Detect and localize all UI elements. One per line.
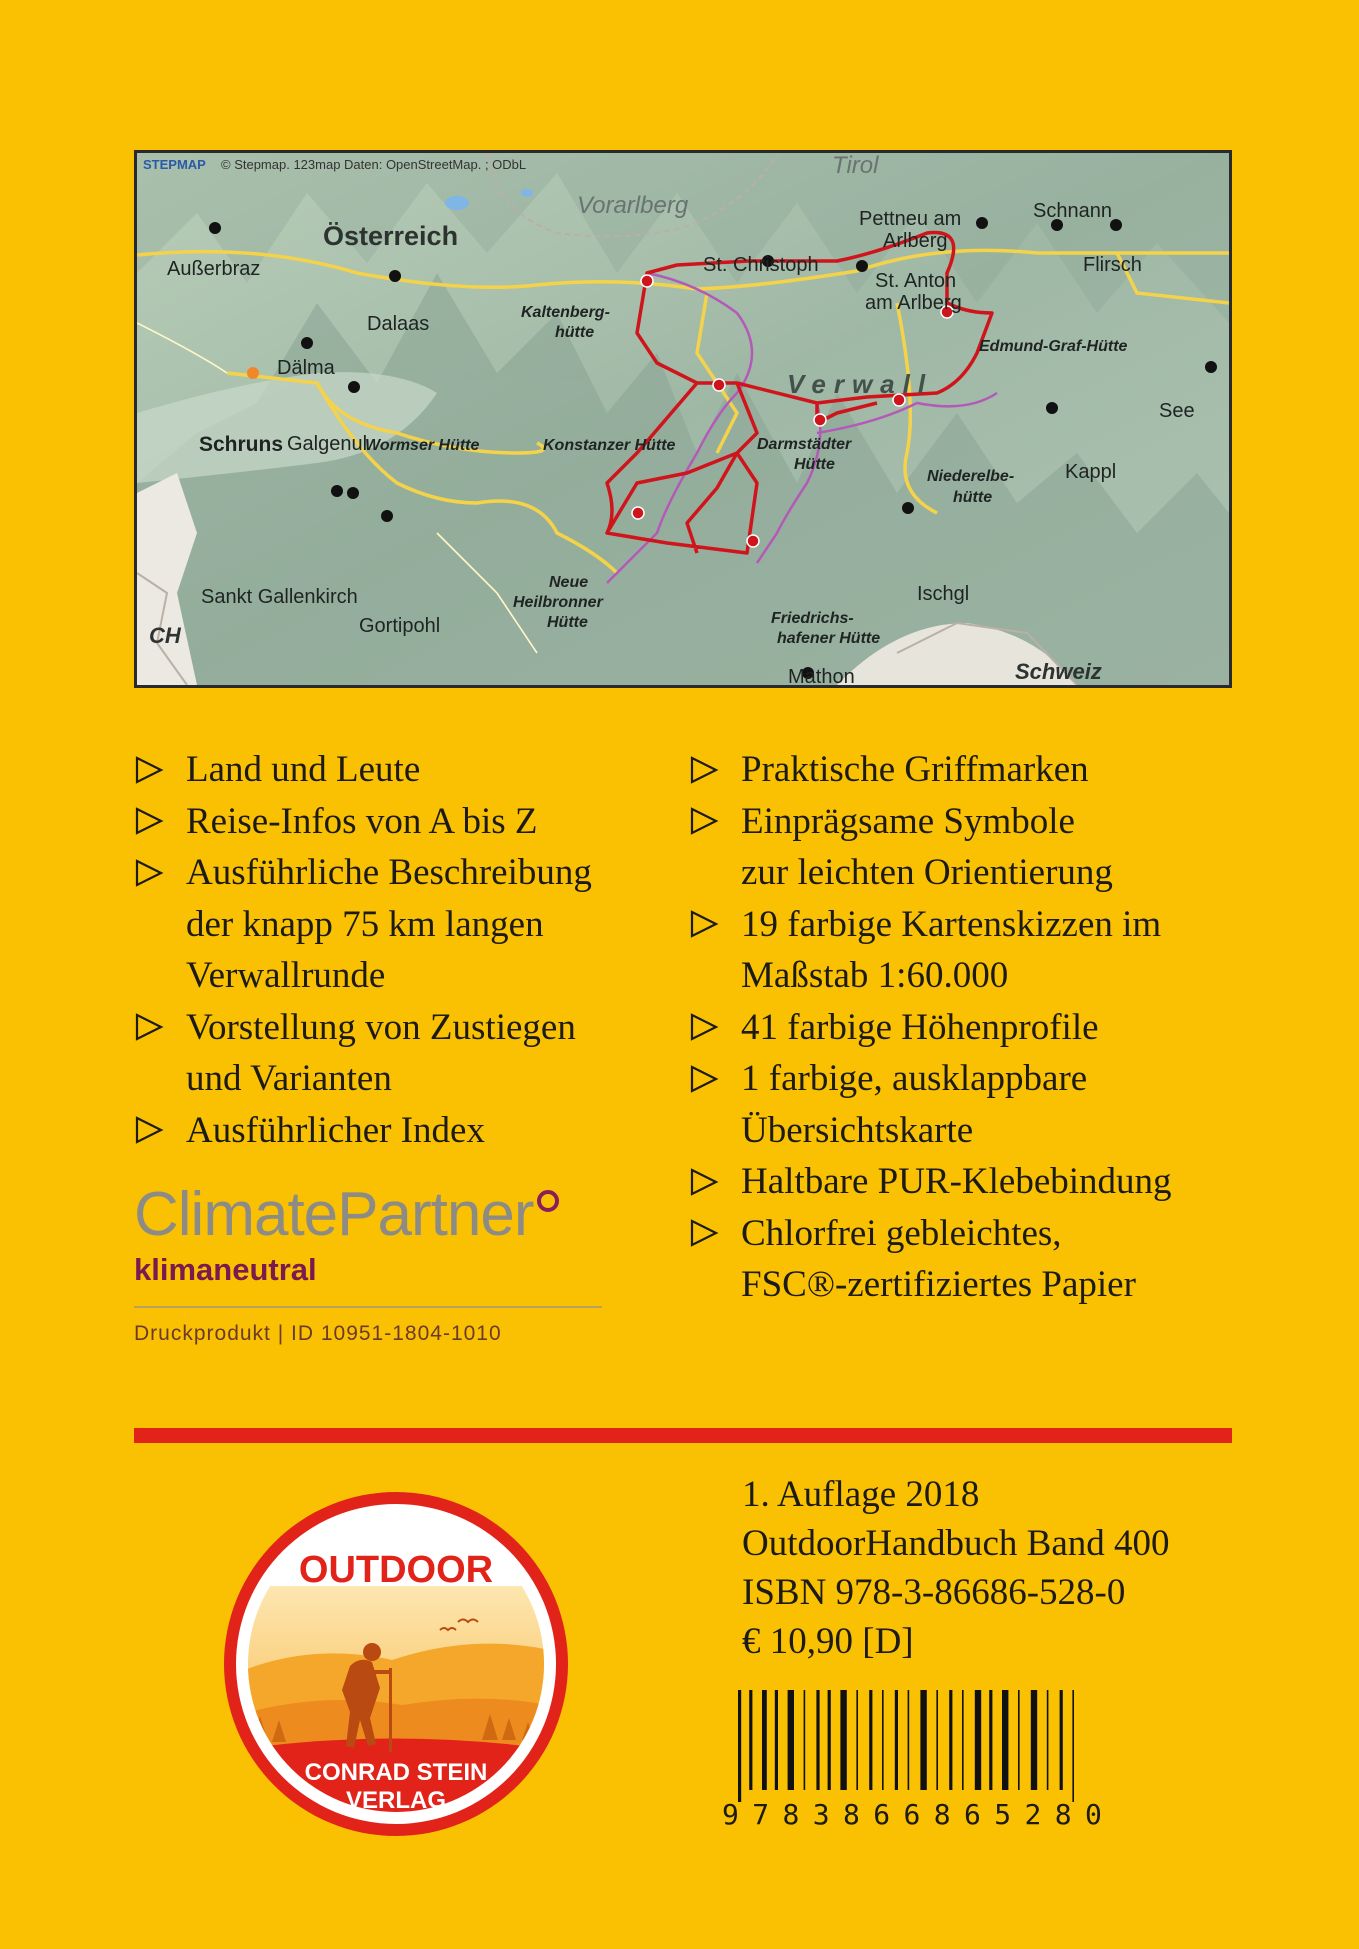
barcode-bar bbox=[762, 1690, 767, 1790]
climate-partner-block bbox=[134, 1180, 654, 1346]
region-ch: CH bbox=[149, 623, 181, 648]
barcode-digits bbox=[722, 1798, 1102, 1831]
triangle-bullet-icon bbox=[689, 1053, 741, 1105]
barcode-bar bbox=[882, 1690, 884, 1790]
feature-line: Chlorfrei gebleichtes, bbox=[741, 1212, 1062, 1254]
barcode-digit: 2 bbox=[1024, 1798, 1042, 1831]
feature-item bbox=[689, 1002, 1249, 1054]
series: OutdoorHandbuch Band 400 bbox=[742, 1523, 1170, 1564]
label-galgenul: Galgenul bbox=[287, 433, 368, 455]
climate-divider bbox=[134, 1306, 602, 1308]
barcode-bar bbox=[936, 1690, 938, 1790]
barcode-bar bbox=[1031, 1690, 1037, 1790]
region-verwall: Verwall bbox=[787, 369, 934, 399]
label-st-anton-1: St. Anton bbox=[875, 270, 957, 292]
triangle-bullet-icon bbox=[134, 1105, 186, 1157]
feature-line: zur leichten Orientierung bbox=[741, 852, 1113, 893]
feature-item bbox=[689, 899, 1249, 1002]
barcode-bar bbox=[1072, 1690, 1074, 1802]
edition: 1. Auflage 2018 bbox=[742, 1474, 980, 1515]
feature-line: Verwallrunde bbox=[186, 955, 386, 996]
feature-text bbox=[741, 744, 1249, 796]
feature-line: Praktische Griffmarken bbox=[741, 749, 1089, 790]
red-divider bbox=[134, 1428, 1232, 1443]
label-schnann: Schnann bbox=[1033, 200, 1112, 222]
feature-item bbox=[134, 744, 674, 796]
lake bbox=[521, 189, 533, 197]
overview-map bbox=[134, 150, 1232, 688]
barcode-digit: 8 bbox=[843, 1798, 860, 1831]
triangle-bullet-icon bbox=[689, 1002, 741, 1054]
barcode-digit: 9 bbox=[722, 1798, 739, 1831]
publication-info bbox=[742, 1470, 1170, 1666]
town-marker-schruns bbox=[247, 367, 259, 379]
feature-text bbox=[186, 847, 674, 1002]
label-sankt-gallenkirch: Sankt Gallenkirch bbox=[201, 586, 358, 608]
barcode-bar bbox=[775, 1690, 778, 1790]
triangle-bullet-icon bbox=[689, 1208, 741, 1260]
label-see: See bbox=[1159, 400, 1195, 422]
label-niederelbe-1: Niederelbe- bbox=[927, 468, 1015, 485]
feature-line: Ausführlicher Index bbox=[186, 1109, 485, 1151]
map-credit: © Stepmap. 123map Daten: OpenStreetMap. ; ODbL bbox=[221, 157, 527, 172]
feature-line: Übersichtskarte bbox=[741, 1109, 974, 1151]
barcode-digit: 8 bbox=[782, 1798, 800, 1831]
badge-bottom-text-2: VERLAG bbox=[345, 1787, 447, 1814]
triangle-bullet-icon bbox=[689, 899, 741, 951]
price: € 10,90 [D] bbox=[742, 1621, 914, 1662]
feature-line: Ausführliche Beschreibung bbox=[186, 852, 592, 893]
barcode-bar bbox=[949, 1690, 952, 1790]
region-tirol: Tirol bbox=[832, 153, 879, 179]
label-dalaas: Dalaas bbox=[367, 313, 430, 335]
barcode-digit: 3 bbox=[812, 1798, 830, 1831]
climate-id-line: Druckprodukt | ID 10951-1804-1010 bbox=[134, 1322, 502, 1345]
feature-text bbox=[741, 796, 1249, 899]
triangle-bullet-icon bbox=[134, 744, 186, 796]
barcode-digit: 8 bbox=[933, 1798, 951, 1831]
isbn: ISBN 978-3-86686-528-0 bbox=[742, 1572, 1126, 1613]
barcode-bar bbox=[1018, 1690, 1020, 1790]
region-vorarlberg: Vorarlberg bbox=[577, 192, 689, 219]
label-kaltenberg-2: hütte bbox=[555, 324, 595, 341]
feature-line: FSC®-zertifiziertes Papier bbox=[741, 1264, 1136, 1305]
feature-text bbox=[741, 1208, 1249, 1311]
feature-text bbox=[186, 796, 674, 848]
label-schruns: Schruns bbox=[199, 433, 284, 456]
label-st-anton-2: am Arlberg bbox=[865, 292, 962, 314]
hut-marker-neue-heilbronner bbox=[632, 507, 644, 519]
label-darmstaedter-2: Hütte bbox=[794, 456, 835, 473]
label-darmstaedter-1: Darmstädter bbox=[757, 436, 852, 453]
label-wormser: Wormser Hütte bbox=[365, 437, 480, 454]
barcode-bar bbox=[856, 1690, 858, 1790]
label-kaltenberg-1: Kaltenberg- bbox=[521, 304, 610, 321]
badge-top-text: OUTDOOR bbox=[298, 1549, 494, 1591]
feature-line: Einprägsame Symbole bbox=[741, 800, 1075, 842]
label-ischgl: Ischgl bbox=[917, 583, 970, 605]
label-pettneu-1: Pettneu am bbox=[859, 208, 962, 230]
feature-text bbox=[741, 1002, 1249, 1054]
stepmap-logo: STEPMAP bbox=[143, 157, 206, 172]
feature-line: Reise-Infos von A bis Z bbox=[186, 800, 538, 842]
barcode-bar bbox=[738, 1690, 741, 1802]
barcode-bar bbox=[828, 1690, 831, 1790]
feature-item bbox=[134, 1002, 674, 1105]
feature-text bbox=[741, 1156, 1249, 1208]
barcode-digit: 7 bbox=[752, 1798, 770, 1831]
barcode-bar bbox=[869, 1690, 872, 1790]
barcode-bar bbox=[908, 1690, 910, 1790]
barcode-bar bbox=[1060, 1690, 1063, 1790]
triangle-bullet-icon bbox=[134, 847, 186, 899]
barcode-digit: 0 bbox=[1085, 1798, 1102, 1831]
badge-bottom-text-1: CONRAD STEIN bbox=[304, 1759, 488, 1786]
label-st-christoph: St. Christoph bbox=[703, 254, 819, 276]
feature-line: 41 farbige Höhenprofile bbox=[741, 1006, 1099, 1048]
label-ausserbraz: Außerbraz bbox=[167, 258, 261, 280]
feature-text bbox=[186, 1105, 674, 1157]
hut-marker-darmstaedter bbox=[814, 414, 826, 426]
label-kappl: Kappl bbox=[1065, 461, 1117, 483]
lake bbox=[445, 196, 469, 210]
triangle-bullet-icon bbox=[689, 744, 741, 796]
barcode-digit: 6 bbox=[873, 1798, 891, 1831]
feature-item bbox=[689, 744, 1249, 796]
feature-item bbox=[689, 1053, 1249, 1156]
climate-neutral-label: klimaneutral bbox=[134, 1252, 317, 1287]
feature-list-left bbox=[134, 744, 674, 1156]
label-friedrichs-2: hafener Hütte bbox=[777, 630, 881, 647]
feature-list-right bbox=[689, 744, 1249, 1311]
region-schweiz: Schweiz bbox=[1015, 659, 1102, 684]
hut-marker-friedrichshafener bbox=[747, 535, 759, 547]
hut-marker-konstanzer bbox=[713, 379, 725, 391]
feature-line: Haltbare PUR-Klebebindung bbox=[741, 1161, 1172, 1202]
label-daelma: Dälma bbox=[277, 357, 335, 379]
barcode-digit: 6 bbox=[964, 1798, 981, 1831]
barcode-bar bbox=[1002, 1690, 1008, 1790]
feature-item bbox=[689, 1156, 1249, 1208]
barcode-bar bbox=[975, 1690, 981, 1790]
barcode-digit: 5 bbox=[994, 1798, 1012, 1831]
label-mathon: Mathon bbox=[788, 666, 855, 685]
barcode-bar bbox=[840, 1690, 846, 1790]
feature-line: Land und Leute bbox=[186, 749, 421, 790]
feature-item bbox=[134, 796, 674, 848]
triangle-bullet-icon bbox=[689, 796, 741, 848]
region-oesterreich: Österreich bbox=[323, 221, 459, 251]
climate-ring-icon bbox=[537, 1190, 559, 1212]
triangle-bullet-icon bbox=[134, 796, 186, 848]
feature-line: der knapp 75 km langen bbox=[186, 903, 544, 945]
label-neue-1: Neue bbox=[549, 574, 589, 591]
feature-text bbox=[741, 1053, 1249, 1156]
hut-marker-kaltenberg bbox=[641, 275, 653, 287]
barcode-bar bbox=[962, 1690, 964, 1790]
outdoor-badge bbox=[222, 1490, 570, 1838]
barcode-bar bbox=[920, 1690, 926, 1790]
barcode-bar bbox=[804, 1690, 806, 1790]
feature-text bbox=[186, 1002, 674, 1105]
barcode-bar bbox=[1047, 1690, 1049, 1790]
barcode-bar bbox=[788, 1690, 794, 1790]
label-neue-3: Hütte bbox=[547, 614, 588, 631]
feature-text bbox=[741, 899, 1249, 1002]
feature-item bbox=[689, 796, 1249, 899]
label-pettneu-2: Arlberg bbox=[883, 230, 948, 252]
feature-line: Vorstellung von Zustiegen bbox=[186, 1006, 576, 1048]
triangle-bullet-icon bbox=[689, 1156, 741, 1208]
barcode-digit: 6 bbox=[903, 1798, 921, 1831]
barcode-bar bbox=[895, 1690, 898, 1790]
label-friedrichs-1: Friedrichs- bbox=[771, 610, 854, 627]
feature-item bbox=[134, 847, 674, 1002]
feature-item bbox=[134, 1105, 674, 1157]
label-gortipohl: Gortipohl bbox=[359, 615, 441, 637]
feature-item bbox=[689, 1208, 1249, 1311]
label-edmund: Edmund-Graf-Hütte bbox=[979, 338, 1128, 355]
label-flirsch: Flirsch bbox=[1083, 254, 1142, 276]
feature-line: 1 farbige, ausklappbare bbox=[741, 1058, 1088, 1099]
feature-line: 19 farbige Kartenskizzen im bbox=[741, 903, 1162, 945]
barcode-bar bbox=[749, 1690, 752, 1790]
barcode-bar bbox=[989, 1690, 992, 1790]
feature-text bbox=[186, 744, 674, 796]
triangle-bullet-icon bbox=[134, 1002, 186, 1054]
feature-line: und Varianten bbox=[186, 1058, 392, 1099]
climate-partner-logo bbox=[134, 1180, 533, 1250]
map-canvas bbox=[137, 153, 1229, 685]
barcode-bar bbox=[816, 1690, 819, 1790]
label-neue-2: Heilbronner bbox=[513, 594, 603, 611]
label-niederelbe-2: hütte bbox=[953, 489, 993, 506]
barcode-digit: 8 bbox=[1054, 1798, 1072, 1831]
climate-partner-brand: ClimatePartner bbox=[134, 1180, 534, 1249]
feature-line: Maßstab 1:60.000 bbox=[741, 955, 1009, 996]
label-konstanzer: Konstanzer Hütte bbox=[543, 437, 676, 454]
